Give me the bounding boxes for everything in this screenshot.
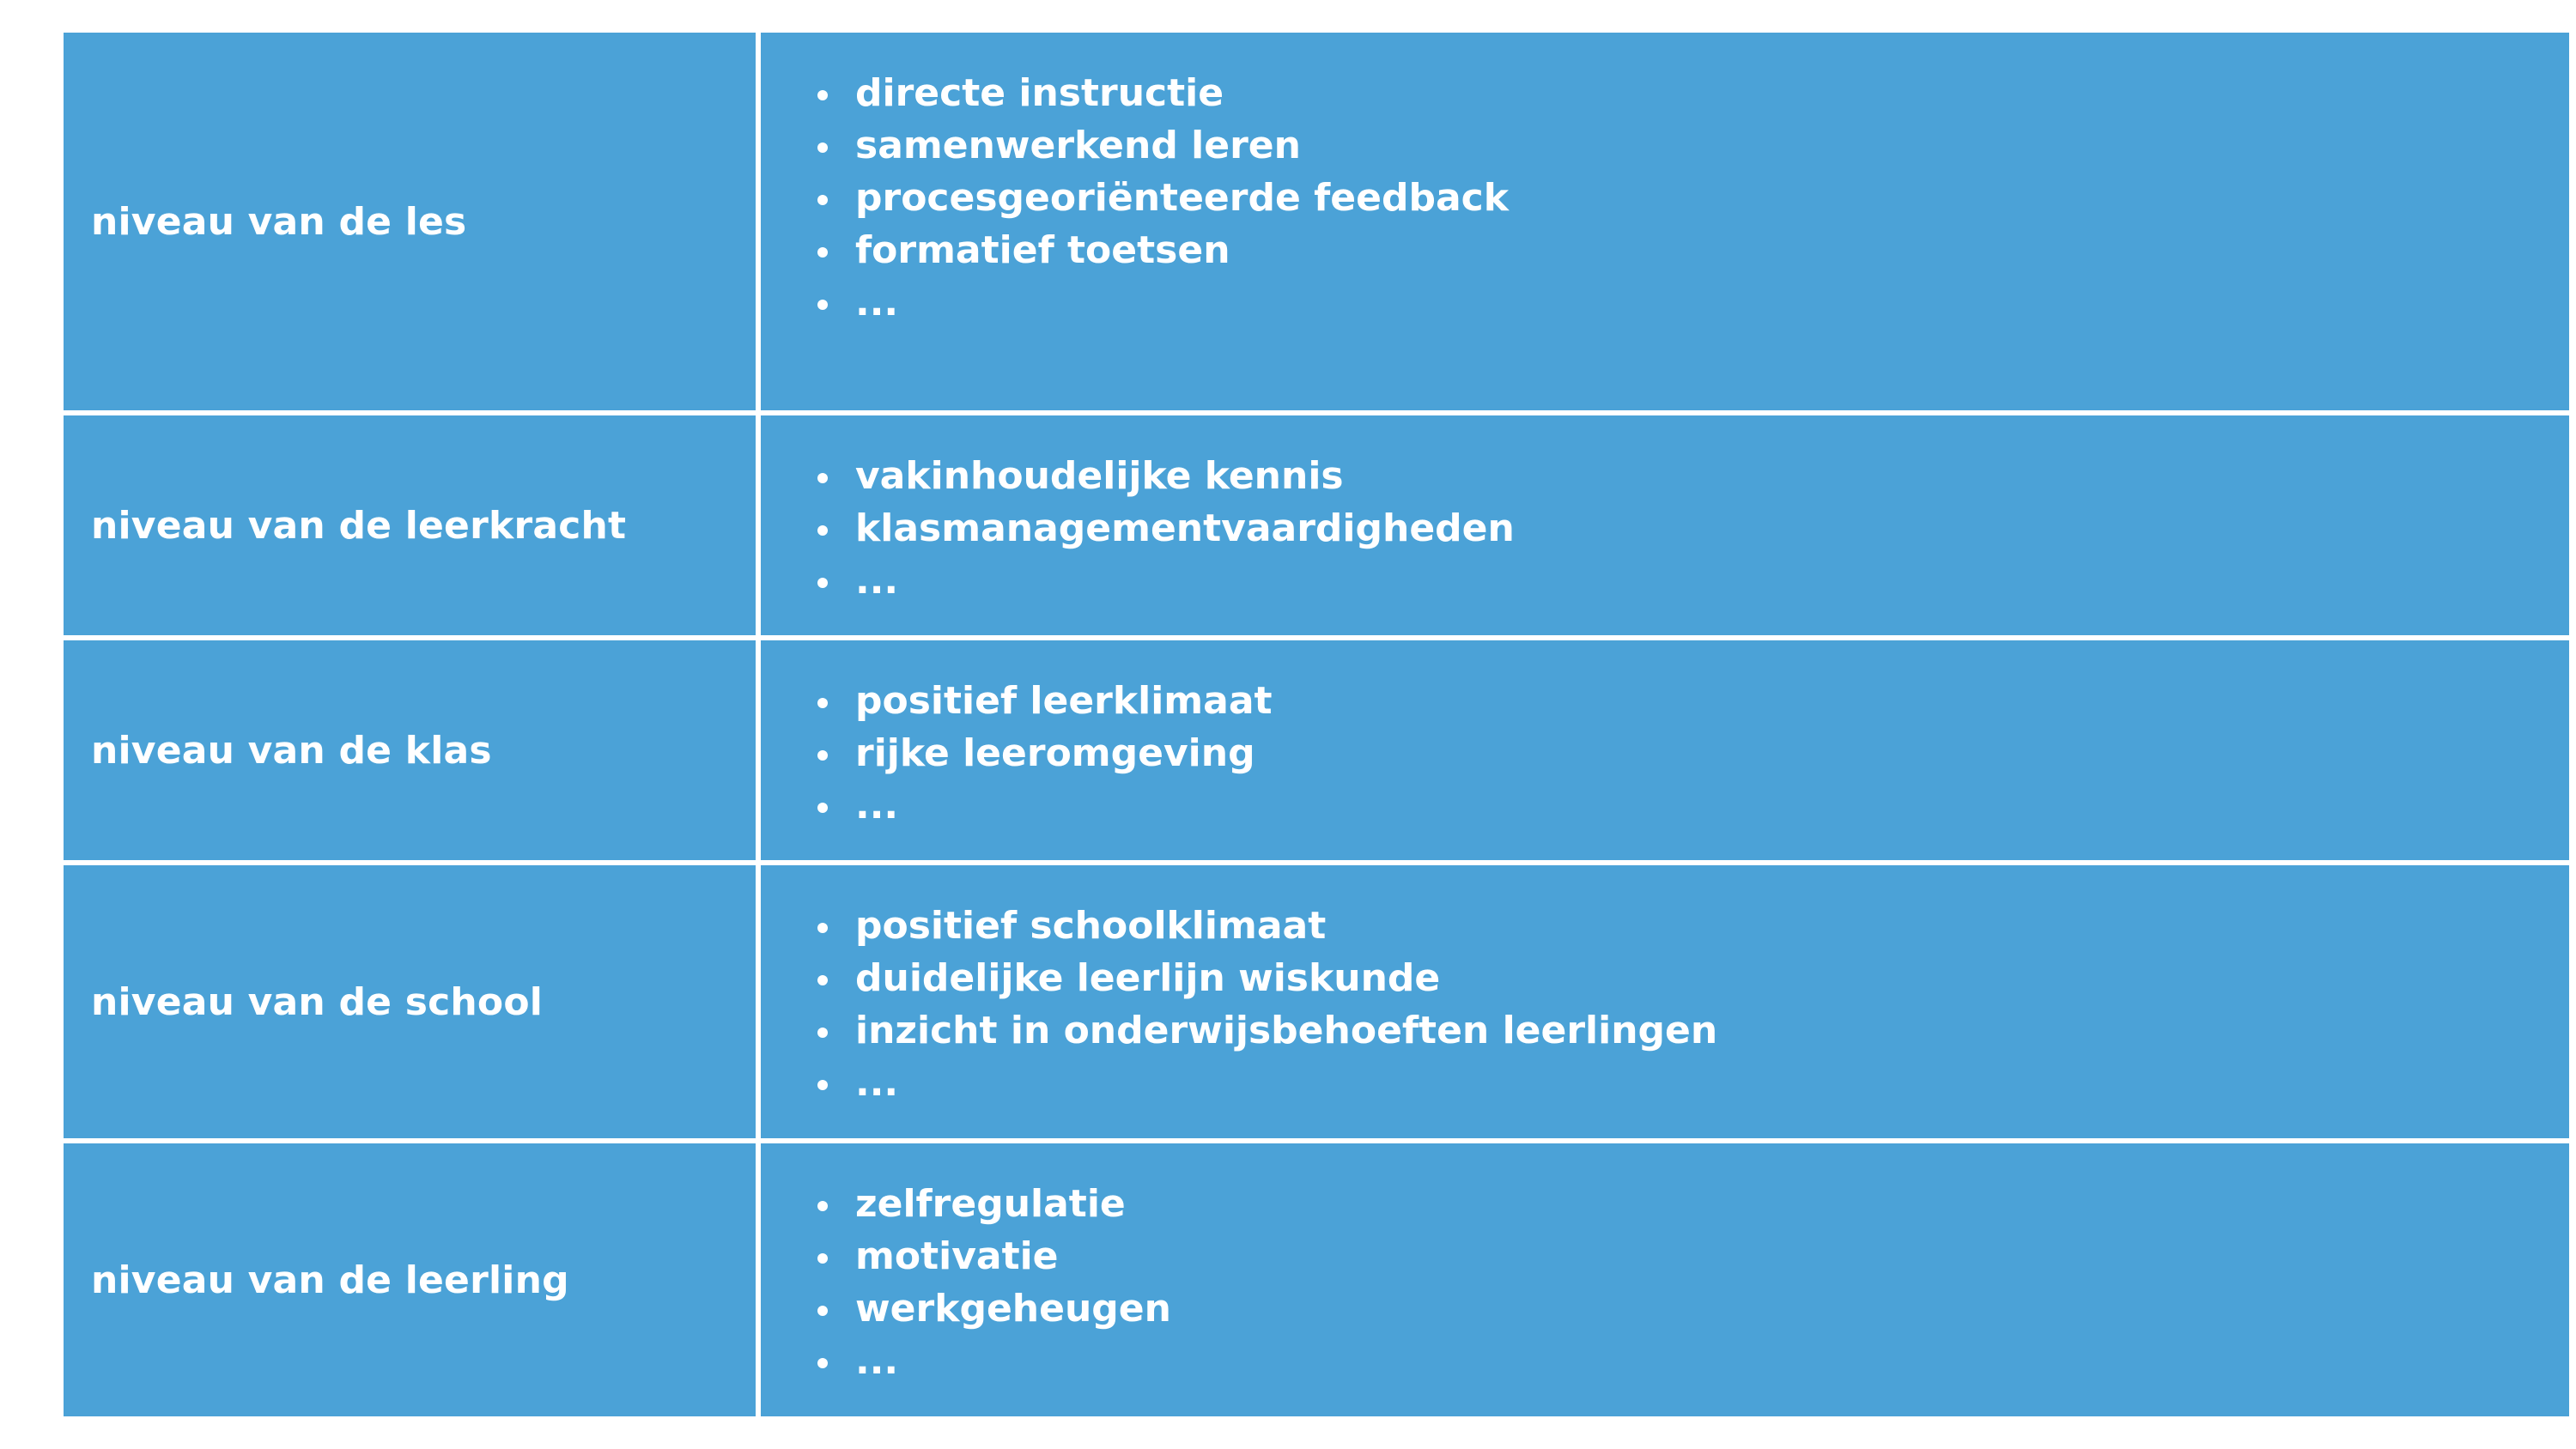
list-item: ... bbox=[817, 1335, 2569, 1387]
list-item: zelfregulatie bbox=[817, 1178, 2569, 1230]
list-item: klasmanagementvaardigheden bbox=[817, 502, 2569, 555]
level-cell-les bbox=[64, 33, 756, 410]
list-item: positief schoolklimaat bbox=[817, 900, 2569, 952]
list-item: directe instructie bbox=[817, 67, 2569, 119]
list-item: werkgeheugen bbox=[817, 1282, 2569, 1335]
items-cell-les bbox=[761, 33, 2569, 410]
list-item: ... bbox=[817, 276, 2569, 329]
items-cell-klas bbox=[761, 640, 2569, 860]
list-item: formatief toetsen bbox=[817, 224, 2569, 276]
level-cell-school bbox=[64, 865, 756, 1138]
list-item: inzicht in onderwijsbehoeften leerlingen bbox=[817, 1004, 2569, 1057]
list-item: vakinhoudelijke kennis bbox=[817, 450, 2569, 502]
list-item: ... bbox=[817, 1057, 2569, 1109]
level-cell-leerkracht bbox=[64, 415, 756, 635]
level-label: niveau van de leerkracht bbox=[91, 503, 627, 548]
list-item: procesgeoriënteerde feedback bbox=[817, 172, 2569, 224]
level-label: niveau van de les bbox=[91, 199, 467, 244]
items-cell-leerkracht bbox=[761, 415, 2569, 635]
level-label: niveau van de school bbox=[91, 979, 544, 1024]
level-label: niveau van de leerling bbox=[91, 1258, 569, 1302]
list-item: duidelijke leerlijn wiskunde bbox=[817, 952, 2569, 1004]
level-cell-klas bbox=[64, 640, 756, 860]
level-cell-leerling bbox=[64, 1143, 756, 1416]
items-cell-school bbox=[761, 865, 2569, 1138]
items-cell-leerling bbox=[761, 1143, 2569, 1416]
list-item: ... bbox=[817, 555, 2569, 607]
list-item: ... bbox=[817, 779, 2569, 832]
list-item: positief leerklimaat bbox=[817, 675, 2569, 727]
level-label: niveau van de klas bbox=[91, 728, 492, 773]
list-item: samenwerkend leren bbox=[817, 119, 2569, 172]
list-item: rijke leeromgeving bbox=[817, 727, 2569, 779]
list-item: motivatie bbox=[817, 1230, 2569, 1282]
levels-table bbox=[64, 33, 2569, 1422]
